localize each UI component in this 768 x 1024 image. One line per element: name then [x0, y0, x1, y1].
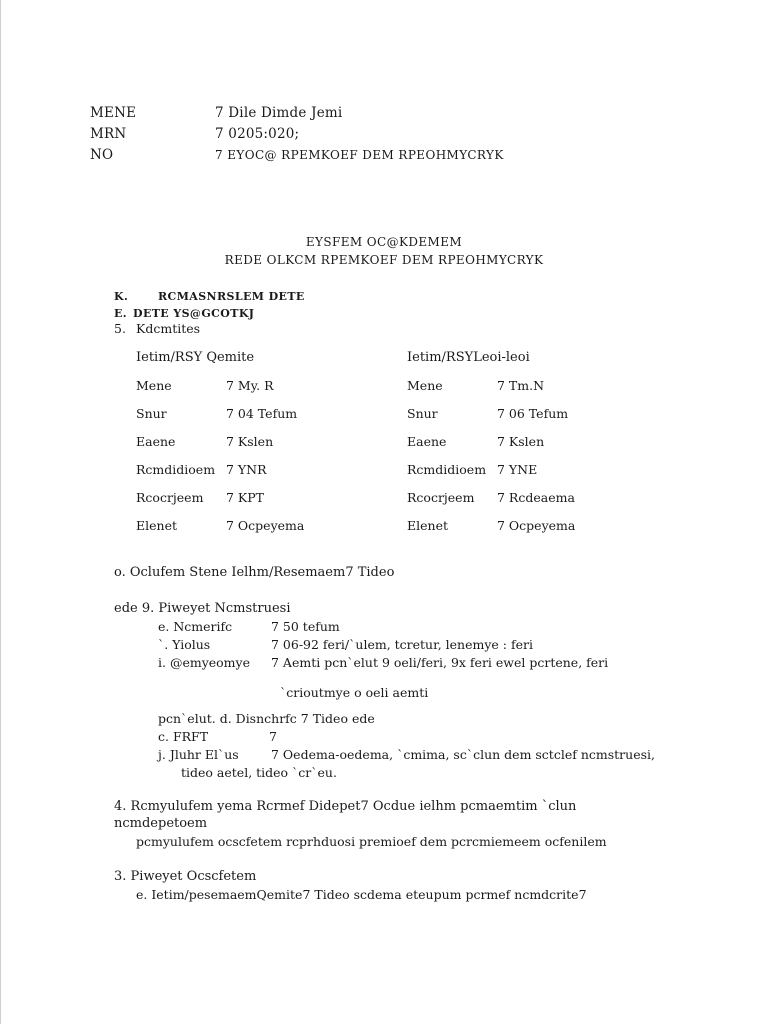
section-3-line2: e. Ietim/pesemaemQemite7 Tideo scdema eteupum pcrmef ncmdcrite7 [136, 887, 587, 902]
section-9-j-value: 7 Oedema-oedema, `cmima, sc`clun dem sctclef ncmstruesi, [271, 747, 655, 762]
section-9-e-value: 7 50 tefum [271, 619, 340, 634]
right-label-education: Rcmdidioem [407, 462, 487, 477]
left-value-address: 7 Ocpeyema [226, 518, 305, 533]
header-label-name: MENE [90, 105, 137, 121]
section-4-line3: pcmyulufem ocscfetem rcprhduosi premioef dem pcrcmiemeem ocfenilem [136, 834, 607, 849]
header-value-mrn: 7 0205:020; [215, 126, 300, 142]
section-9-i-label: i. @emyeomye [158, 655, 250, 670]
section-9-c-value: 7 [269, 729, 277, 744]
left-value-education: 7 YNR [226, 462, 267, 477]
section-9-b-label: `. Yiolus [158, 637, 211, 652]
right-label-age: Snur [407, 406, 438, 421]
right-value-age: 7 06 Tefum [497, 406, 569, 421]
section-3-line1: 3. Piweyet Ocscfetem [114, 869, 257, 884]
right-value-name: 7 Tm.N [497, 378, 545, 393]
right-value-occupation: 7 Rcdeaema [497, 490, 575, 505]
left-value-name: 7 My. R [226, 378, 274, 393]
section-o: o. Oclufem Stene Ielhm/Resemaem7 Tideo [114, 565, 395, 580]
section-9-j-continuation: tideo aetel, tideo `cr`eu. [181, 765, 337, 780]
left-label-name: Mene [136, 378, 172, 393]
left-label-age: Snur [136, 406, 167, 421]
section-9-heading: ede 9. Piweyet Ncmstruesi [114, 601, 291, 616]
section-9-j-label: j. Jluhr El`us [158, 747, 239, 762]
right-label-name: Mene [407, 378, 443, 393]
left-value-gender: 7 Kslen [226, 434, 274, 449]
item-k-number: K. [114, 290, 129, 303]
section-9-e-label: e. Ncmerifc [158, 619, 233, 634]
item-e-number: E. [114, 307, 128, 320]
document-title: EYSFEM OC@KDEMEM [305, 235, 463, 249]
left-label-address: Elenet [136, 518, 177, 533]
right-value-education: 7 YNE [497, 462, 538, 477]
section-9-i-value: 7 Aemti pcn`elut 9 oeli/feri, 9x feri ewel pcrtene, feri [271, 655, 609, 670]
item-5-text: Kdcmtites [136, 321, 201, 336]
left-person-heading: Ietim/RSY Qemite [136, 350, 255, 365]
header-value-name: 7 Dile Dimde Jemi [215, 105, 343, 121]
right-person-heading: Ietim/RSYLeoi-leoi [407, 350, 530, 365]
right-value-address: 7 Ocpeyema [497, 518, 576, 533]
section-9-i-continuation: `crioutmye o oeli aemti [280, 685, 429, 700]
document-subtitle: REDE OLKCM RPEMKOEF DEM RPEOHMYCRYK [224, 253, 544, 267]
left-label-education: Rcmdidioem [136, 462, 216, 477]
left-value-age: 7 04 Tefum [226, 406, 298, 421]
left-label-occupation: Rcocrjeem [136, 490, 204, 505]
right-label-occupation: Rcocrjeem [407, 490, 475, 505]
section-9-b-value: 7 06-92 feri/`ulem, tcretur, lenemye : feri [271, 637, 533, 652]
item-k-text: RCMASNRSLEM DETE [158, 290, 305, 303]
header-label-no: NO [90, 147, 114, 163]
left-label-gender: Eaene [136, 434, 176, 449]
section-9-c-label: c. FRFT [158, 729, 209, 744]
right-label-address: Elenet [407, 518, 448, 533]
item-e-text: DETE YS@GCOTKJ [133, 307, 255, 320]
section-4-line1: 4. Rcmyulufem yema Rcrmef Didepet7 Ocdue ielhm pcmaemtim `clun [114, 799, 577, 814]
section-4-line2: ncmdepetoem [114, 816, 208, 831]
item-5-number: 5. [114, 321, 126, 336]
section-9-d-line: pcn`elut. d. Disnchrfc 7 Tideo ede [158, 711, 375, 726]
header-label-mrn: MRN [90, 126, 127, 142]
left-value-occupation: 7 KPT [226, 490, 265, 505]
right-label-gender: Eaene [407, 434, 447, 449]
header-value-no: 7 EYOC@ RPEMKOEF DEM RPEOHMYCRYK [215, 148, 504, 162]
right-value-gender: 7 Kslen [497, 434, 545, 449]
